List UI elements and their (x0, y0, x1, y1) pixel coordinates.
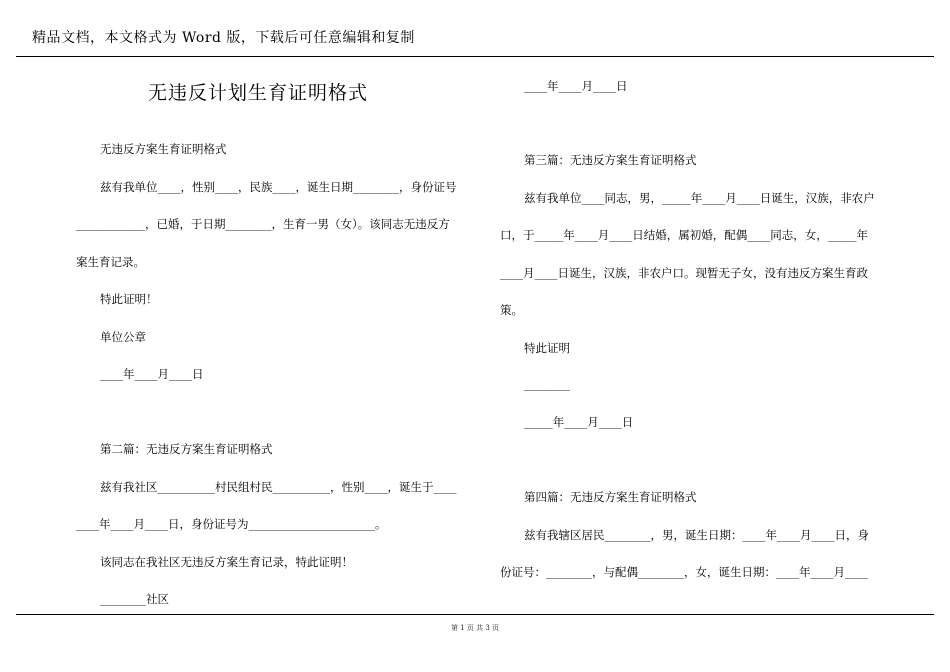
paragraph-line: 口，于_____年____月____日结婚，属初婚，配偶____同志，女，_____年 (500, 228, 868, 242)
paragraph-line: 兹有我社区__________村民组村民__________，性别____，诞生于____ (100, 480, 457, 494)
paragraph-line: ________社区 (100, 592, 169, 606)
page-number: 第 1 页 共 3 页 (450, 624, 500, 632)
paragraph-line: ____年____月____日，身份证号为______________________。 (76, 517, 387, 531)
section-heading: 第二篇：无违反方案生育证明格式 (100, 442, 273, 456)
paragraph-line: 案生育记录。 (76, 255, 145, 269)
date-line: _____年____月____日 (524, 415, 634, 429)
paragraph-line: 特此证明！ (100, 292, 158, 306)
date-line: ____年____月____日 (524, 79, 628, 93)
footer-rule (16, 614, 934, 615)
header-rule (16, 56, 934, 57)
signature-line: ________ (524, 377, 570, 391)
paragraph-line: ____________，已婚，于日期________，生育一男（女）。该同志无违反方 (76, 217, 450, 231)
document-title: 无违反计划生育证明格式 (148, 82, 369, 104)
paragraph-line: 份证号：________，与配偶________，女，诞生日期：____年____月____ (500, 565, 868, 579)
section-heading: 第四篇：无违反方案生育证明格式 (524, 490, 697, 504)
paragraph-line: 兹有我单位____同志，男，_____年____月____日诞生，汉族，非农户 (524, 191, 875, 205)
paragraph-line: 特此证明 (524, 341, 570, 355)
section-heading: 第三篇：无违反方案生育证明格式 (524, 153, 697, 167)
paragraph-line: 兹有我单位____，性别____，民族____，诞生日期________，身份证号 (100, 180, 457, 194)
section-heading: 无违反方案生育证明格式 (100, 142, 227, 156)
page-header: 精品文档，本文格式为 Word 版，下载后可任意编辑和复制 (32, 30, 415, 46)
paragraph-line: 该同志在我社区无违反方案生育记录，特此证明！ (100, 555, 353, 569)
paragraph-line: 单位公章 (100, 330, 146, 344)
date-line: ____年____月____日 (100, 367, 204, 381)
paragraph-line: 兹有我辖区居民________，男，诞生日期：____年____月____日，身 (524, 528, 869, 542)
paragraph-line: 策。 (500, 303, 523, 317)
paragraph-line: ____月____日诞生，汉族，非农户口。现暂无子女，没有违反方案生育政 (500, 266, 868, 280)
